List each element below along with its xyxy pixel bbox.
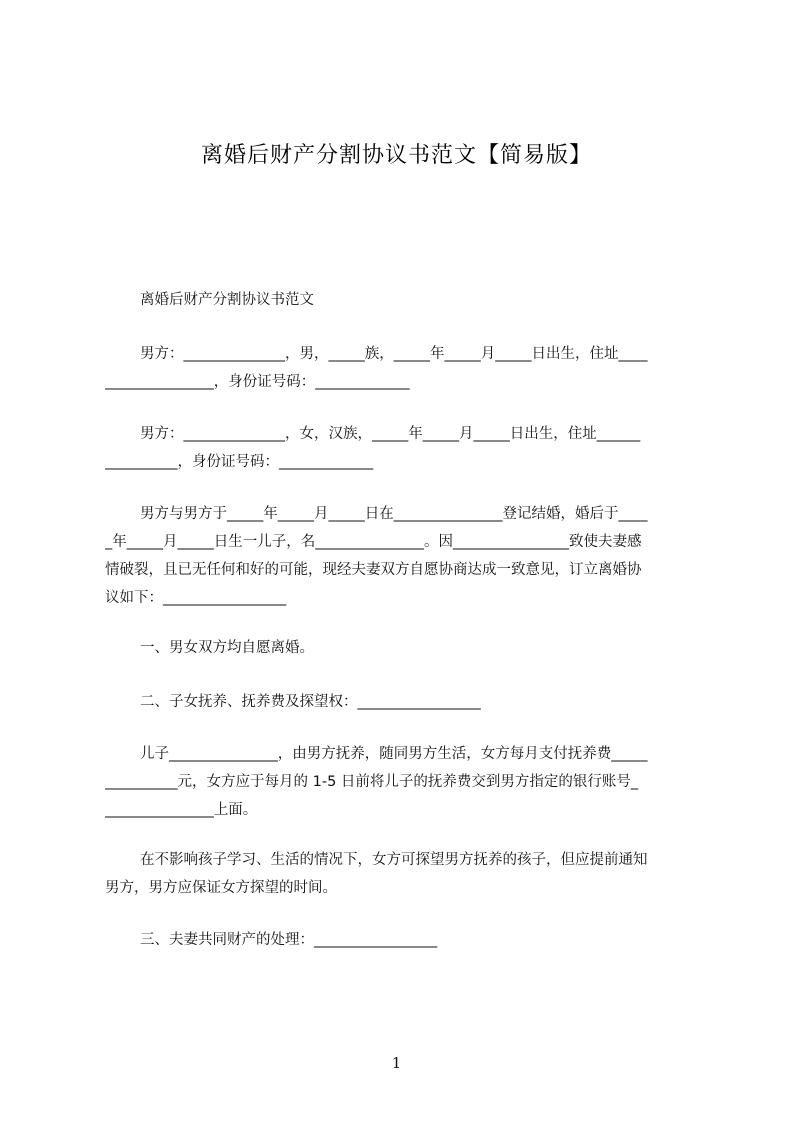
clause-3-paragraph bbox=[105, 926, 701, 954]
clause-2-text: 二、子女抚养、抚养费及探望权：_________________ bbox=[140, 694, 481, 710]
marriage-paragraph bbox=[105, 500, 701, 612]
husband-info-paragraph bbox=[105, 340, 701, 396]
subtitle-text: 离婚后财产分割协议书范文 bbox=[140, 292, 314, 308]
husband-info-line-1: 男方：______________，男，_____族，_____年_____月_____日出生，住址____ bbox=[140, 346, 648, 362]
child-support-line-1: 儿子_______________，由男方抚养，随同男方生活，女方每月支付抚养费_____ bbox=[140, 746, 648, 762]
visitation-paragraph bbox=[105, 846, 701, 902]
wife-info-line-2: __________，身份证号码：_____________ bbox=[105, 454, 374, 470]
child-support-line-2: __________元，女方应于每月的 1-5 日前将儿子的抚养费交到男方指定的银行账号_ bbox=[105, 774, 639, 790]
marriage-line-3: 情破裂，且已无任何和好的可能，现经夫妻双方自愿协商达成一致意见，订立离婚协 bbox=[105, 562, 642, 578]
clause-1-text: 一、男女双方均自愿离婚。 bbox=[140, 640, 314, 656]
child-support-line-3: _______________上面。 bbox=[105, 802, 258, 818]
husband-info-line-2: _______________，身份证号码：_____________ bbox=[105, 374, 410, 390]
page-number: 1 bbox=[391, 1054, 402, 1072]
child-support-paragraph bbox=[105, 740, 701, 824]
marriage-line-1: 男方与男方于_____年_____月_____日在_______________登记结婚，婚后于____ bbox=[140, 506, 648, 522]
wife-info-paragraph bbox=[105, 420, 701, 476]
visitation-line-1: 在不影响孩子学习、生活的情况下，女方可探望男方抚养的孩子，但应提前通知 bbox=[140, 852, 648, 868]
document-title: 离婚后财产分割协议书范文【简易版】 bbox=[200, 143, 592, 168]
clause-3-text: 三、夫妻共同财产的处理：_________________ bbox=[140, 932, 438, 948]
wife-info-line-1: 男方：______________，女，汉族，_____年_____月_____日出生，住址______ bbox=[140, 426, 641, 442]
clause-2-paragraph bbox=[105, 688, 701, 716]
visitation-line-2: 男方，男方应保证女方探望的时间。 bbox=[105, 880, 337, 896]
subtitle-paragraph bbox=[105, 286, 701, 314]
marriage-line-2: _年_____月_____日生一儿子，名_______________。因________________致使夫妻感 bbox=[105, 534, 642, 550]
clause-1-paragraph bbox=[105, 634, 701, 662]
marriage-line-4: 议如下：_________________ bbox=[105, 590, 287, 606]
